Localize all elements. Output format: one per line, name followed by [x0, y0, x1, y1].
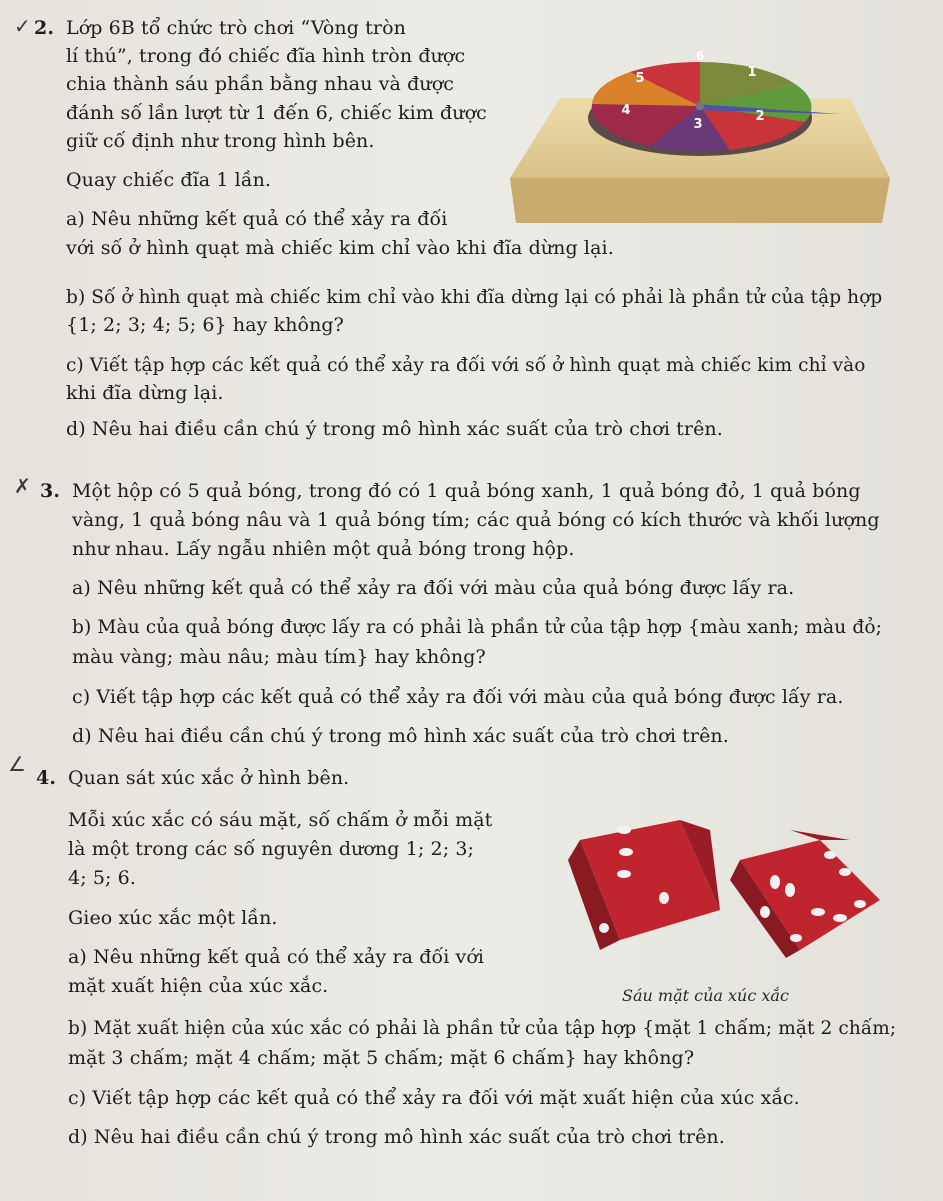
die-right-top	[790, 830, 850, 840]
q2-part-a: a) Nêu những kết quả có thể xảy ra đối	[66, 208, 448, 230]
q2-line: đánh số lần lượt từ 1 đến 6, chiếc kim được	[66, 102, 487, 124]
die-pip	[619, 848, 633, 856]
wheel-label-3: 3	[693, 117, 703, 132]
q3-part-b: b) Màu của quả bóng được lấy ra có phải là phần tử của tập hợp {màu xanh; màu đỏ;	[72, 617, 882, 638]
q4-part-c: c) Viết tập hợp các kết quả có thể xảy ra đối với mặt xuất hiện của xúc xắc.	[68, 1087, 800, 1109]
check-mark-icon: ✓	[14, 14, 31, 38]
q3-line: màu vàng; màu nâu; màu tím} hay không?	[72, 646, 486, 668]
q2-line: {1; 2; 3; 4; 5; 6} hay không?	[66, 314, 344, 336]
q3-line: vàng, 1 quả bóng nâu và 1 quả bóng tím; các quả bóng có kích thước và khối lượng	[72, 509, 880, 531]
wheel-label-1: 1	[747, 65, 757, 80]
die-pip	[790, 934, 802, 942]
die-pip	[854, 900, 866, 908]
die-pip	[833, 914, 847, 922]
q2-line: Quay chiếc đĩa 1 lần.	[66, 169, 272, 191]
q4-part-d: d) Nêu hai điều cần chú ý trong mô hình xác suất của trò chơi trên.	[68, 1126, 725, 1148]
q2-part-d: d) Nêu hai điều cần chú ý trong mô hình xác suất của trò chơi trên.	[66, 418, 723, 440]
die-pip	[599, 923, 609, 933]
q4-number: 4.	[36, 767, 57, 789]
q2-line: giữ cố định như trong hình bên.	[66, 130, 375, 152]
q3-line: Một hộp có 5 quả bóng, trong đó có 1 quả bóng xanh, 1 quả bóng đỏ, 1 quả bóng	[72, 480, 861, 502]
q3-line: như nhau. Lấy ngẫu nhiên một quả bóng trong hộp.	[72, 538, 575, 560]
q3-number: 3.	[40, 480, 61, 502]
die-pip	[824, 851, 836, 859]
q2-line: khi đĩa dừng lại.	[66, 382, 224, 404]
dice-caption: Sáu mặt của xúc xắc	[622, 986, 789, 1005]
spinning-wheel-figure	[500, 18, 900, 230]
q4-line: Gieo xúc xắc một lần.	[68, 907, 278, 929]
board-side	[510, 178, 890, 223]
q4-line: mặt 3 chấm; mặt 4 chấm; mặt 5 chấm; mặt 6 chấm} hay không?	[68, 1047, 695, 1069]
q2-line: với số ở hình quạt mà chiếc kim chỉ vào khi đĩa dừng lại.	[66, 237, 614, 259]
q4-line: là một trong các số nguyên dương 1; 2; 3;	[68, 838, 475, 860]
dice-figure	[560, 800, 890, 980]
q4-line: Quan sát xúc xắc ở hình bên.	[68, 767, 350, 789]
die-pip	[659, 892, 669, 904]
die-pip	[839, 868, 851, 876]
die-pip	[785, 883, 795, 897]
wheel-label-4: 4	[621, 103, 631, 118]
wheel-label-5: 5	[635, 71, 645, 86]
q2-line: lí thú”, trong đó chiếc đĩa hình tròn được	[66, 45, 466, 67]
q4-part-b: b) Mặt xuất hiện của xúc xắc có phải là phần tử của tập hợp {mặt 1 chấm; mặt 2 chấm;	[68, 1018, 897, 1039]
q3-part-d: d) Nêu hai điều cần chú ý trong mô hình xác suất của trò chơi trên.	[72, 725, 729, 747]
check-mark-icon: ∠	[8, 752, 26, 776]
die-pip	[617, 870, 631, 878]
q2-line: Lớp 6B tổ chức trò chơi “Vòng tròn	[66, 17, 406, 39]
q3-part-c: c) Viết tập hợp các kết quả có thể xảy ra đối với màu của quả bóng được lấy ra.	[72, 686, 844, 708]
q4-line: mặt xuất hiện của xúc xắc.	[68, 975, 329, 997]
die-pip	[770, 875, 780, 889]
q4-part-a: a) Nêu những kết quả có thể xảy ra đối với	[68, 946, 485, 968]
q2-line: chia thành sáu phần bằng nhau và được	[66, 73, 454, 95]
q4-line: Mỗi xúc xắc có sáu mặt, số chấm ở mỗi mặt	[68, 809, 493, 831]
die-pip	[617, 826, 631, 834]
check-mark-icon: ✗	[14, 474, 31, 498]
die-pip	[811, 908, 825, 916]
q2-part-c: c) Viết tập hợp các kết quả có thể xảy ra đối với số ở hình quạt mà chiếc kim chỉ vào	[66, 355, 866, 376]
q4-line: 4; 5; 6.	[68, 867, 136, 889]
q2-part-b: b) Số ở hình quạt mà chiếc kim chỉ vào khi đĩa dừng lại có phải là phần tử của tập hợp	[66, 287, 883, 308]
wheel-label-2: 2	[755, 109, 765, 124]
q3-part-a: a) Nêu những kết quả có thể xảy ra đối với màu của quả bóng được lấy ra.	[72, 577, 795, 599]
die-pip	[760, 906, 770, 918]
q2-number: 2.	[34, 17, 55, 39]
wheel-label-6: 6	[695, 49, 705, 63]
wheel-center	[696, 102, 704, 110]
